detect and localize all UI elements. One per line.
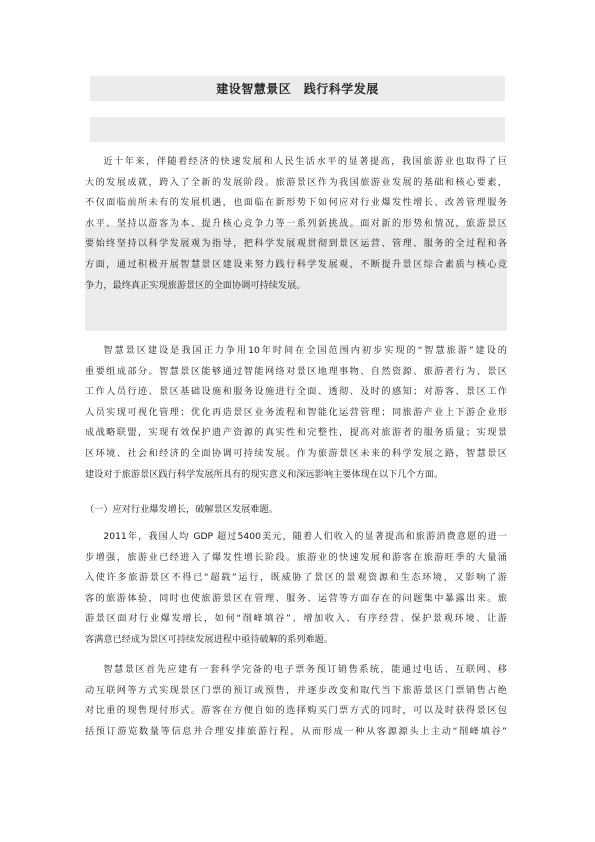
paragraph-line: 区环境、社会和经济的全面协调可持续发展。作为旅游景区未来的科学发展之路，智慧景区 xyxy=(85,447,507,459)
paragraph-line: 智慧景区建设是我国正力争用10年时间在全国范围内初步实现的“智慧旅游”建设的 xyxy=(103,345,507,356)
paragraph-line: 工作人员行迹、景区基础设施和服务设施进行全面、透彻、及时的感知；对游客、景区工作 xyxy=(85,386,507,398)
paragraph-line: 成战略联盟，实现有效保护遗产资源的真实性和完整性，提高对旅游者的服务质量；实现景 xyxy=(85,427,507,439)
paragraph-line: 动互联网等方式实现景区门票的预订或预售，并逐步改变和取代当下旅游景区门票销售占绝 xyxy=(85,684,507,696)
paragraph-3 xyxy=(85,527,507,651)
paragraph-2 xyxy=(85,341,507,485)
paragraph-1 xyxy=(85,152,507,296)
paragraph-line: 括预订游览数量等信息并合理安排旅游行程，从而形成一种从客源源头上主动“削峰填谷” xyxy=(85,725,507,737)
paragraph-line: 客满意已经成为景区可持续发展进程中亟待破解的系列难题。 xyxy=(85,633,334,645)
section-1-heading: （一）应对行业爆发增长，破解景区发展难题。 xyxy=(85,504,278,515)
paragraph-line: 智慧景区首先应建有一套科学完备的电子票务预订销售系统，能通过电话、互联网、移 xyxy=(103,664,507,675)
blank-shaded-bar xyxy=(90,117,505,142)
paragraph-line: 建设对于旅游景区践行科学发展所具有的现实意义和深远影响主要体现在以下几个方面。 xyxy=(85,468,444,480)
paragraph-line: 对比重的现售现付形式。游客在方便自如的选择购买门票方式的同时，可以及时获得景区包 xyxy=(85,705,507,717)
title-bar xyxy=(90,76,505,101)
paragraph-line: 争力，最终真正实现旅游景区的全面协调可持续发展。 xyxy=(85,279,306,291)
paragraph-line: 人员实现可视化管理；优化再造景区业务流程和智能化运营管理；同旅游产业上下游企业形 xyxy=(85,406,507,418)
paragraph-line: 游景区面对行业爆发增长，如何“削峰填谷”、增加收入、有序经营、保护景观环境、让游 xyxy=(85,613,507,625)
document-title: 建设智慧景区 践行科学发展 xyxy=(216,82,379,96)
paragraph-line: 步增强，旅游业已经进入了爆发性增长阶段。旅游业的快速发展和游客在旅游旺季的大量涌 xyxy=(85,551,507,563)
paragraph-line: 不仅面临前所未有的发展机遇，也面临在新形势下如何应对行业爆发性增长、改善管理服务 xyxy=(85,197,507,209)
paragraph-line: 要始终坚持以科学发展观为指导，把科学发展观贯彻到景区运营、管理、服务的全过程和各 xyxy=(85,238,507,250)
paragraph-line: 客的旅游体验，同时也使旅游景区在管理、服务、运营等方面存在的问题集中暴露出来。旅 xyxy=(85,592,507,604)
paragraph-line: 2011年，我国人均 GDP 超过5400美元，随着人们收入的显著提高和旅游消费意愿的进一 xyxy=(103,531,507,542)
section-heading xyxy=(85,500,507,521)
paragraph-line: 重要组成部分。智慧景区能够通过智能网络对景区地理事物、自然资源、旅游者行为、景区 xyxy=(85,365,507,377)
paragraph-line: 方面，通过积极开展智慧景区建设来努力践行科学发展观，不断提升景区综合素质与核心竞 xyxy=(85,258,507,270)
paragraph-line: 水平、坚持以游客为本、提升核心竞争力等一系列新挑战。面对新的形势和情况，旅游景区 xyxy=(85,217,507,229)
paragraph-line: 入使许多旅游景区不得已“超载”运行，既威胁了景区的景观资源和生态环境，又影响了游 xyxy=(85,572,507,584)
paragraph-line: 近十年来，伴随着经济的快速发展和人民生活水平的显著提高，我国旅游业也取得了巨 xyxy=(103,156,507,167)
paragraph-4 xyxy=(85,660,507,742)
paragraph-line: 大的发展成就，跨入了全新的发展阶段。旅游景区作为我国旅游业发展的基础和核心要素， xyxy=(85,176,507,188)
